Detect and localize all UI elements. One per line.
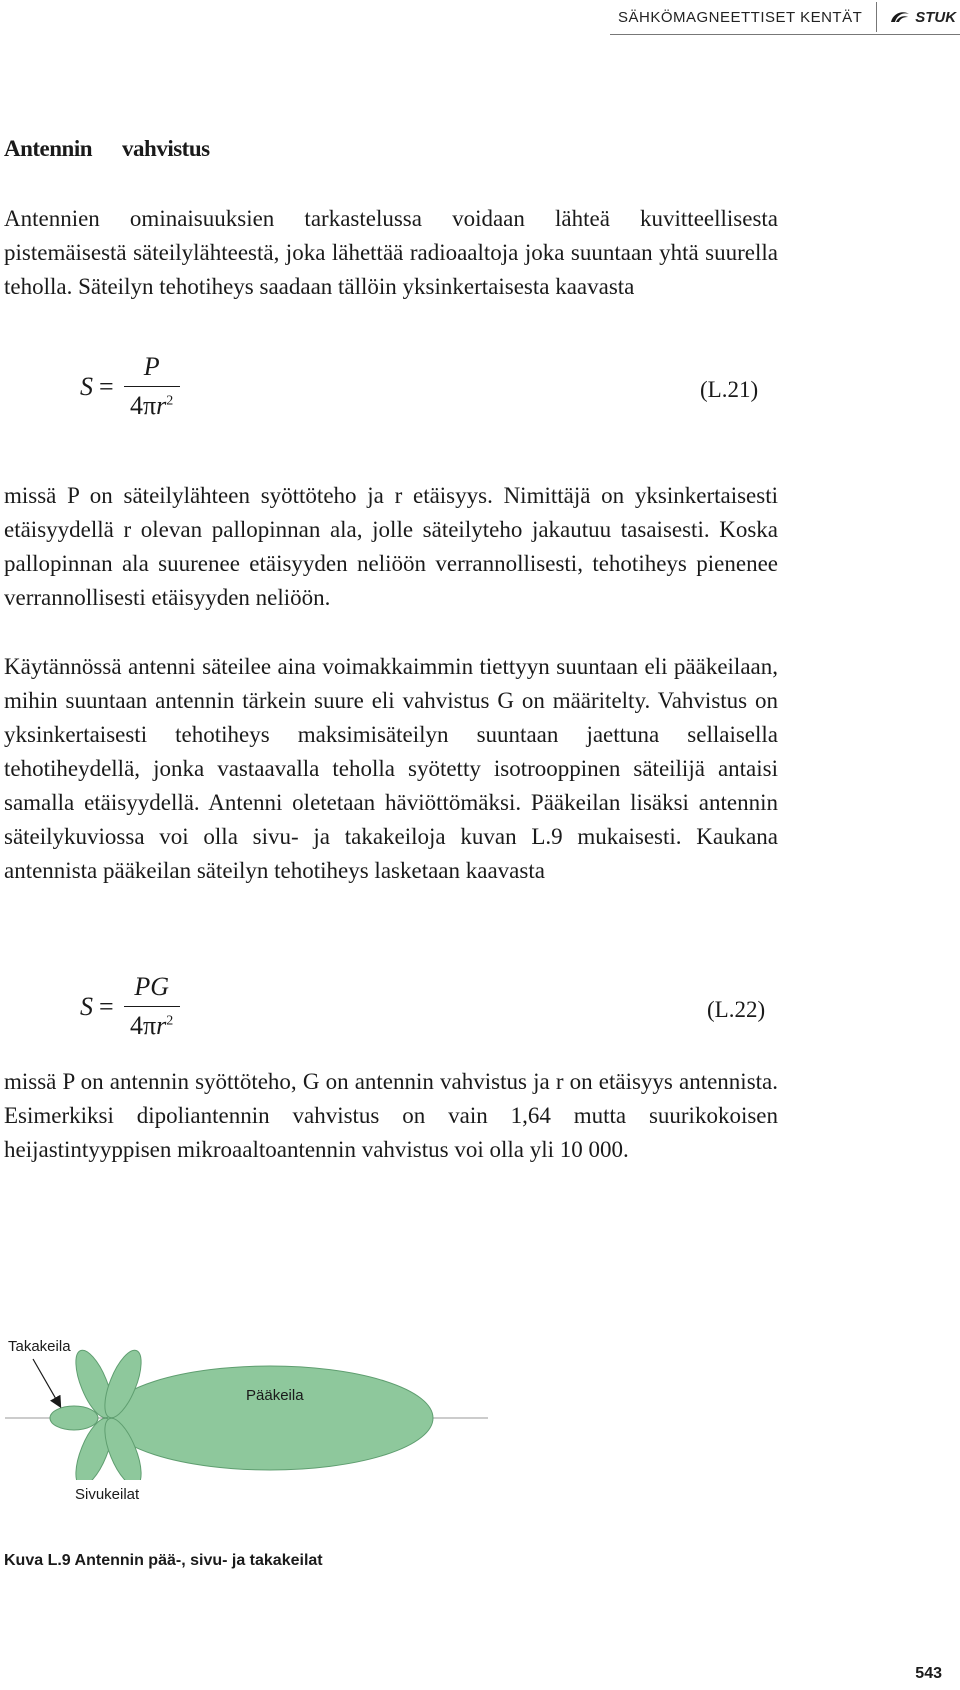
formula-l21-den-exp: 2 <box>166 393 174 409</box>
equation-number-l21: (L.21) <box>700 377 759 402</box>
paragraph-2: missä P on säteilylähteen syöttöteho ja r etäisyys. Nimittäjä on yksinkertaisesti etäisyydellä r olevan pallopinnan ala, jolle säteilyteho jakautuu tasaisesti. Koska pallopinnan ala suurenee etäisyyden neliöön verrannollisesti, tehotiheys pienenee verrannollisesti etäisyyden neliöön. <box>4 483 778 610</box>
formula-l21-numerator: P <box>124 352 180 387</box>
section-title: SÄHKÖMAGNEETTISET KENTÄT <box>618 8 863 26</box>
formula-l21-den-var: r <box>156 391 167 420</box>
section-heading <box>4 136 210 162</box>
label-paakeila: Pääkeila <box>246 1387 304 1404</box>
formula-l21-denominator <box>130 387 173 421</box>
page-header <box>610 0 960 35</box>
label-sivukeilat-text: Sivukeilat <box>75 1486 140 1503</box>
formula-l22-numerator: PG <box>124 972 180 1007</box>
formula-l22-lhs: S <box>80 991 93 1021</box>
formula-l22-denominator <box>130 1007 173 1041</box>
formula-l21 <box>80 352 180 421</box>
formula-l21-equals: = <box>99 371 114 401</box>
formula-l22-den-coef: 4π <box>130 1011 157 1040</box>
formula-l21-fraction <box>124 352 180 421</box>
stuk-logo-icon <box>889 10 911 24</box>
equation-number-l22: (L.22) <box>707 997 766 1022</box>
paragraph-3: Käytännössä antenni säteilee aina voimakkaimmin tiettyyn suuntaan eli pääkeilaan, mihin suuntaan antennin tärkein suure eli vahvistus G on määritelty. Vahvistus on yksinkertaisesti tehotiheys maksimisäteilyn suuntaan jaettuna sellaisella tehotiheydellä, jonka vastaavalla teholla syötetty isotrooppinen säteilijä antaisi samalla etäisyydellä. Antenni oletetaan häviöttömäksi. Pääkeilan lisäksi antennin säteilykuviossa voi olla sivu- ja takakeiloja kuvan L.9 mukaisesti. Kaukana antennista pääkeilan säteilyn tehotiheys lasketaan kaavasta <box>4 654 778 883</box>
formula-l22-equals: = <box>99 991 114 1021</box>
back-lobe <box>50 1406 98 1430</box>
heading-word-1: Antennin <box>4 136 93 161</box>
figure-caption: Kuva L.9 Antennin pää-, sivu- ja takakeilat <box>4 1552 323 1569</box>
antenna-pattern-figure <box>0 1320 500 1480</box>
paragraph-1: Antennien ominaisuuksien tarkastelussa voidaan lähteä kuvitteellisesta pistemäisestä säteilylähteestä, joka lähettää radioaaltoja joka suuntaan yhtä suurella teholla. Säteilyn tehotiheys saadaan tällöin yksinkertaisesta kaavasta <box>4 206 778 299</box>
formula-l21-den-coef: 4π <box>130 391 157 420</box>
paragraph-4: missä P on antennin syöttöteho, G on antennin vahvistus ja r on etäisyys antennista. Esimerkiksi dipoliantennin vahvistus on vain 1,64 mutta suurikokoisen heijastintyyppisen mikroaaltoantennin vahvistus voi olla yli 10 000. <box>4 1069 778 1162</box>
formula-l22-den-var: r <box>156 1011 167 1040</box>
formula-l22-fraction <box>124 972 180 1041</box>
formula-l22 <box>80 972 180 1041</box>
stuk-logo <box>877 9 956 26</box>
formula-l21-lhs: S <box>80 371 93 401</box>
main-lobe <box>107 1366 433 1470</box>
formula-l22-den-exp: 2 <box>166 1013 174 1029</box>
logo-text: STUK <box>915 8 957 26</box>
back-lobe-arrow <box>33 1359 60 1406</box>
page-number: 543 <box>915 1665 942 1682</box>
heading-word-2: vahvistus <box>122 136 210 161</box>
label-takakeila: Takakeila <box>8 1338 71 1355</box>
